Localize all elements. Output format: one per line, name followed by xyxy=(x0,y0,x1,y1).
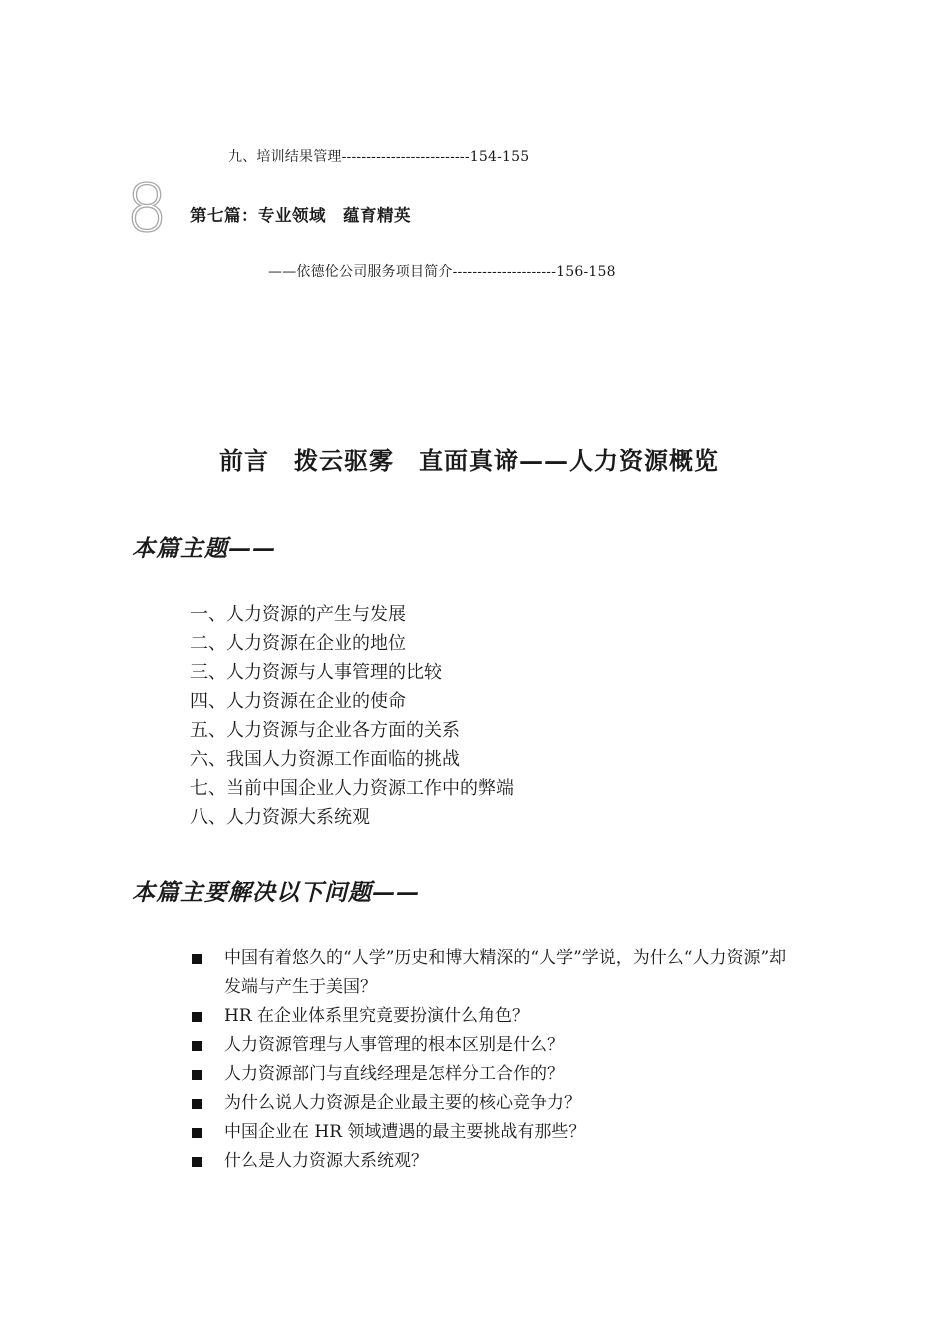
themes-list xyxy=(190,600,514,832)
square-bullet-icon xyxy=(192,1041,202,1051)
square-bullet-icon xyxy=(192,1128,202,1138)
square-bullet-icon xyxy=(192,1157,202,1167)
question-item: 中国企业在 HR 领域遭遇的最主要挑战有那些？ xyxy=(190,1118,794,1147)
list-item: 三、人力资源与人事管理的比较 xyxy=(190,662,442,683)
part-seven-subtitle: ——依德伦公司服务项目简介---------------------156-158 xyxy=(268,264,616,280)
list-item: 八、人力资源大系统观 xyxy=(190,807,370,828)
questions-heading: 本篇主要解决以下问题—— xyxy=(132,879,420,906)
preface-title: 前言 拨云驱雾 直面真谛——人力资源概览 xyxy=(219,446,719,475)
list-item: 四、人力资源在企业的使命 xyxy=(190,691,406,712)
toc-entry-nine: 九、培训结果管理--------------------------154-155 xyxy=(228,149,530,165)
square-bullet-icon xyxy=(192,1012,202,1022)
part-number-8-graphic: 8 xyxy=(126,170,168,247)
question-item: 为什么说人力资源是企业最主要的核心竞争力？ xyxy=(190,1089,794,1118)
themes-heading: 本篇主题—— xyxy=(132,535,276,562)
question-item: 人力资源管理与人事管理的根本区别是什么？ xyxy=(190,1031,794,1060)
square-bullet-icon xyxy=(192,1099,202,1109)
list-item: 六、我国人力资源工作面临的挑战 xyxy=(190,749,460,770)
list-item: 五、人力资源与企业各方面的关系 xyxy=(190,720,460,741)
questions-list xyxy=(190,944,794,1176)
part-seven-title: 第七篇：专业领域 蕴育精英 xyxy=(190,206,411,225)
square-bullet-icon xyxy=(192,954,202,964)
list-item: 七、当前中国企业人力资源工作中的弊端 xyxy=(190,778,514,799)
list-item: 一、人力资源的产生与发展 xyxy=(190,604,406,625)
question-item: 什么是人力资源大系统观？ xyxy=(190,1147,794,1176)
question-item: 中国有着悠久的“人学”历史和博大精深的“人学”学说，为什么“人力资源”却发端与产生于美国？ xyxy=(190,944,794,1002)
list-item: 二、人力资源在企业的地位 xyxy=(190,633,406,654)
question-item: HR 在企业体系里究竟要扮演什么角色？ xyxy=(190,1002,794,1031)
question-item: 人力资源部门与直线经理是怎样分工合作的？ xyxy=(190,1060,794,1089)
square-bullet-icon xyxy=(192,1070,202,1080)
